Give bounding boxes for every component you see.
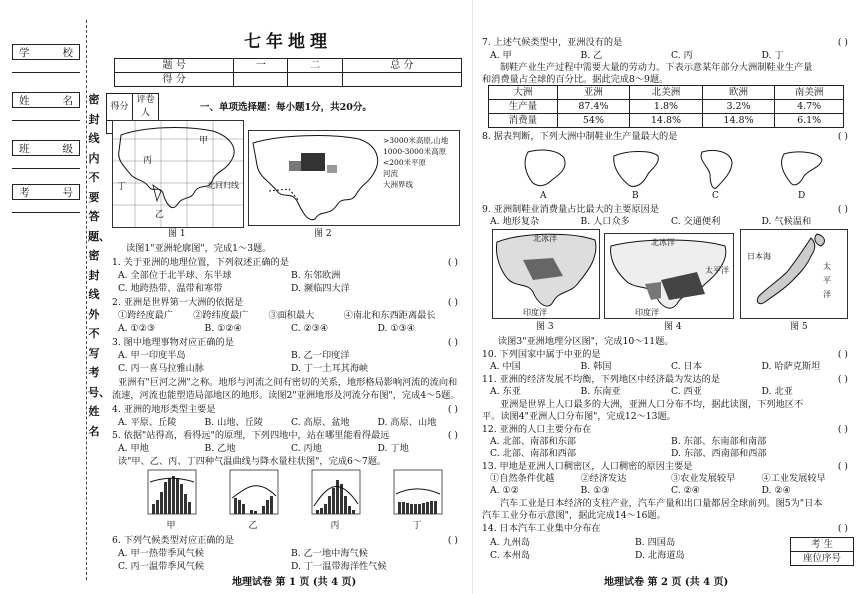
q14-options-2	[490, 549, 780, 562]
class-field[interactable]	[12, 168, 80, 169]
q9-options	[490, 215, 852, 228]
option[interactable]: A. 北部、南部和东部	[490, 436, 576, 447]
continent-d-icon[interactable]	[774, 146, 828, 192]
q13-statements: ①自然条件优越 ②经济发达 ③农业发展较早 ④工业发展较早	[490, 473, 826, 484]
option[interactable]: C. ②④	[671, 485, 701, 496]
option[interactable]: C. 日本	[671, 361, 702, 372]
question-7: 7. 上述气候类型中，亚洲没有的是 ( )	[482, 37, 848, 48]
label-ding: 丁	[117, 182, 127, 192]
label-tropic: 北回归线	[207, 181, 239, 190]
option[interactable]: A. 东亚	[490, 386, 521, 397]
option[interactable]: A. ①②③	[118, 323, 156, 334]
option[interactable]: D. 东部、西南部和西部	[671, 448, 767, 459]
question-12: 12. 亚洲的人口主要分布在 ( )	[482, 424, 848, 435]
figure-4-map: 北冰洋 太平洋 印度洋	[604, 233, 734, 319]
continent-b-label: B	[632, 191, 639, 201]
figure-2-map	[248, 130, 460, 226]
q5-options	[118, 442, 464, 455]
climate-graph-icon	[386, 468, 448, 522]
legend-high-plateau: >3000米高原,山地	[383, 136, 449, 145]
q4-options	[118, 416, 464, 429]
seal-warning: 密封线内不要答题、密封线外不写考号、姓名	[88, 93, 110, 438]
option[interactable]: C. ②③④	[291, 323, 329, 334]
score-header-cell: 总 分	[342, 59, 461, 73]
option[interactable]: D. 丁地	[377, 443, 409, 454]
q3-options	[118, 349, 464, 362]
school-field[interactable]	[12, 72, 80, 73]
q11-options	[490, 385, 852, 398]
option[interactable]: C. 丙一温带季风气候	[118, 561, 205, 572]
climate-chart-jia: 甲	[140, 468, 202, 532]
option[interactable]: B. 人口众多	[580, 216, 630, 227]
reading-prompt-7a: 汽车工业是日本经济的支柱产业，汽车产量和出口量都居全球前列。图5为"日本	[500, 498, 823, 509]
option[interactable]: B. 乙一印度洋	[291, 350, 350, 361]
option[interactable]: B. 乙地	[204, 443, 236, 454]
figure-1-map	[112, 120, 244, 228]
figure-4-caption: 图 4	[664, 322, 682, 332]
label-bing: 丙	[143, 156, 153, 166]
question-1: 1. 关于亚洲的地理位置，下列叙述正确的是 ( )	[112, 257, 458, 268]
question-3: 3. 图中地理事物对应正确的是 ( )	[112, 337, 458, 348]
page-2-footer: 地理试卷 第 2 页 (共 4 页)	[604, 577, 729, 588]
legend-river: 河流	[383, 169, 398, 178]
continent-b-icon[interactable]	[608, 146, 662, 192]
figure-2-caption: 图 2	[314, 229, 332, 239]
q2-options	[118, 322, 464, 335]
climate-chart-ding: 丁	[386, 468, 448, 532]
reading-prompt-2a: 亚洲有"巨河之洲"之称。地形与河流之间有密切的关系，地形格局影响河流的流向和	[118, 377, 458, 388]
japan-map-icon	[741, 230, 848, 319]
option[interactable]: C. 西亚	[671, 386, 702, 397]
page-divider	[472, 0, 473, 594]
answer-blank[interactable]: ( )	[447, 337, 458, 348]
option[interactable]: B. 东部、东南部和南部	[671, 436, 767, 447]
continent-a-icon[interactable]	[518, 146, 572, 192]
q1-options-2	[118, 282, 464, 295]
score-cell[interactable]	[342, 73, 461, 87]
option[interactable]: C. 丙地	[291, 443, 322, 454]
seat-number-box	[790, 537, 854, 566]
option[interactable]: D. 北海道岛	[635, 550, 685, 561]
option[interactable]: A. 中国	[490, 361, 521, 372]
answer-blank[interactable]: ( )	[447, 257, 458, 268]
climate-graph-icon	[304, 468, 366, 522]
climate-chart-yi: 乙	[222, 468, 284, 532]
table-row: 生产量 87.4% 1.8% 3.2% 4.7%	[489, 100, 844, 114]
class-label: 班 级	[12, 140, 80, 156]
option[interactable]: D. ①③④	[377, 323, 416, 334]
q2-statements: ①跨经度最广 ②跨纬度最广 ③面积最大 ④南北和东西距离最长	[118, 310, 436, 321]
climate-graph-icon	[140, 468, 202, 522]
q6-options-2	[118, 560, 464, 573]
answer-blank[interactable]: ( )	[837, 424, 848, 435]
option[interactable]: C. 交通便利	[671, 216, 721, 227]
option[interactable]: B. 乙	[580, 50, 603, 61]
exam-id-label: 考 号	[12, 184, 80, 200]
option[interactable]: D. 气候温和	[761, 216, 812, 227]
answer-blank[interactable]: ( )	[447, 297, 458, 308]
figure-3-map: 北冰洋 印度洋	[492, 229, 600, 319]
score-header-cell: 题 号	[115, 59, 234, 73]
q3-options-2	[118, 362, 464, 375]
page-2	[478, 0, 856, 594]
figure-1-caption: 图 1	[168, 229, 186, 239]
option[interactable]: C. 地跨热带、温带和寒带	[118, 283, 223, 294]
score-header-cell: 一	[234, 59, 288, 73]
question-11: 11. 亚洲的经济发展不均衡，下列地区中经济最为发达的是 ( )	[482, 374, 848, 385]
figure-5-map: 太 平 洋 日本海	[740, 229, 848, 319]
seat-label-2: 座位序号	[791, 552, 854, 566]
reading-prompt-2b: 流速，河流也能塑造局部地区的地形。读图2"亚洲地形及河流分布图"，完成4～5题。	[112, 390, 460, 401]
option[interactable]: B. 山地、丘陵	[204, 417, 264, 428]
q1-options	[118, 269, 464, 282]
q10-options	[490, 360, 852, 373]
answer-blank[interactable]: ( )	[837, 374, 848, 385]
option[interactable]: D. 北亚	[761, 386, 793, 397]
page-title: 七年地理	[244, 32, 332, 52]
option[interactable]: C. 丙一喜马拉雅山脉	[118, 363, 205, 374]
legend-boundary: 大洲界线	[383, 180, 413, 189]
answer-blank[interactable]: ( )	[837, 204, 848, 215]
option[interactable]: A. 平原、丘陵	[118, 417, 177, 428]
answer-blank[interactable]: ( )	[837, 131, 848, 142]
option[interactable]: B. 东南亚	[580, 386, 621, 397]
continent-c-icon[interactable]	[688, 146, 742, 192]
climate-graph-icon	[222, 468, 284, 522]
reading-prompt-4b: 和消费量占全球的百分比。据此完成8～9题。	[482, 74, 669, 85]
question-9: 9. 亚洲制鞋业消费量占比最大的主要原因是 ( )	[482, 204, 848, 215]
name-field[interactable]	[12, 120, 80, 121]
answer-blank[interactable]: ( )	[447, 430, 458, 441]
option[interactable]: D. 丁一温带海洋性气候	[291, 561, 387, 572]
reading-prompt-1: 读图1"亚洲轮廓图"，完成1～3题。	[126, 243, 272, 254]
page-1	[104, 0, 466, 594]
answer-blank[interactable]: ( )	[837, 349, 848, 360]
option[interactable]: D. 高原、山地	[377, 417, 437, 428]
legend-mid-plateau: 1000-3000米高原	[383, 147, 447, 156]
question-14: 14. 日本汽车工业集中分布在 ( )	[482, 523, 848, 534]
grader-name-label: 评卷人	[133, 94, 159, 121]
option[interactable]: B. 东邻欧洲	[291, 270, 341, 281]
school-label: 学 校	[12, 44, 80, 60]
option[interactable]: B. 四国岛	[635, 537, 676, 548]
option[interactable]: D. 丁一土耳其海峡	[291, 363, 369, 374]
exam-id-field[interactable]	[12, 212, 80, 213]
label-jia: 甲	[199, 136, 209, 146]
figure-5-caption: 图 5	[790, 322, 808, 332]
reading-prompt-5: 读图3"亚洲地理分区图"，完成10～11题。	[498, 336, 674, 347]
continent-c-label: C	[712, 191, 719, 201]
binding-strip	[0, 0, 110, 594]
reading-prompt-4a: 制鞋产业生产过程中需要大量的劳动力。下表示意某年部分大洲制鞋业生产量	[500, 62, 813, 73]
continent-d-label: D	[798, 191, 806, 201]
score-cell[interactable]	[288, 73, 342, 87]
score-header-cell: 二	[288, 59, 342, 73]
section-title: 一、单项选择题：每小题1分，共20分。	[200, 102, 372, 113]
answer-blank[interactable]: ( )	[837, 461, 848, 472]
continent-a-label: A	[540, 191, 547, 201]
table-row: 消费量 54% 14.8% 14.8% 6.1%	[489, 114, 844, 128]
answer-blank[interactable]: ( )	[447, 535, 458, 546]
option[interactable]: A. 甲一印度半岛	[118, 350, 186, 361]
option[interactable]: D. 哈萨克斯坦	[761, 361, 821, 372]
q12-options-2	[490, 447, 852, 460]
reading-prompt-6a: 亚洲是世界上人口最多的大洲，亚洲人口分布不均，据此读图，下列地区不	[500, 399, 804, 410]
answer-blank[interactable]: ( )	[447, 404, 458, 415]
option[interactable]: A. 地形复杂	[490, 216, 540, 227]
q6-options	[118, 547, 464, 560]
option[interactable]: C. 本州岛	[490, 550, 531, 561]
option[interactable]: B. 乙一地中海气候	[291, 548, 368, 559]
climate-charts	[140, 468, 450, 532]
question-4: 4. 亚洲的地形类型主要是 ( )	[112, 404, 458, 415]
option[interactable]: C. 北部、南部和西部	[490, 448, 577, 459]
question-5: 5. 依据"站得高，看得远"的原理，下列四地中，站在哪里能看得最远 ( )	[112, 430, 458, 441]
question-8: 8. 据表判断，下列大洲中制鞋业生产量最大的是 ( )	[482, 131, 848, 142]
q13-options	[490, 484, 852, 497]
question-2: 2. 亚洲是世界第一大洲的依据是 ( )	[112, 297, 458, 308]
reading-prompt-6b: 平。读图4"亚洲人口分布图"，完成12～13题。	[482, 411, 676, 422]
label-yi: 乙	[155, 210, 165, 220]
score-cell[interactable]	[234, 73, 288, 87]
answer-blank[interactable]: ( )	[837, 37, 848, 48]
score-table	[114, 58, 462, 87]
question-13: 13. 甲地是亚洲人口稠密区，人口稠密的原因主要是 ( )	[482, 461, 848, 472]
score-row-label: 得 分	[115, 73, 234, 87]
reading-prompt-7b: 汽车工业分布示意图"，据此完成14～16题。	[482, 510, 666, 521]
option[interactable]: B. ①②④	[204, 323, 242, 334]
figure-3-caption: 图 3	[536, 322, 554, 332]
name-label: 姓 名	[12, 92, 80, 108]
option[interactable]: A. 甲	[490, 50, 512, 61]
seat-label-1: 考 生	[791, 538, 854, 552]
climate-chart-bing: 丙	[304, 468, 366, 532]
legend-plain: <200米平原	[383, 158, 427, 167]
option[interactable]: B. ①③	[580, 485, 610, 496]
answer-blank[interactable]: ( )	[837, 523, 848, 534]
q14-options	[490, 536, 780, 549]
option[interactable]: A. 甲地	[118, 443, 149, 454]
shoe-production-table	[488, 85, 844, 128]
reading-prompt-3: 读"甲、乙、丙、丁四种气温曲线与降水量柱状图"，完成6～7题。	[118, 456, 387, 467]
option[interactable]: C. 高原、盆地	[291, 417, 350, 428]
option[interactable]: A. 九州岛	[490, 537, 531, 548]
grader-score-label: 得分	[107, 94, 133, 121]
question-6: 6. 下列气候类型对应正确的是 ( )	[112, 535, 458, 546]
option[interactable]: D. 濒临四大洋	[291, 283, 350, 294]
page-1-footer: 地理试卷 第 1 页 (共 4 页)	[232, 577, 357, 588]
table-header-row: 大洲 亚洲 北美洲 欧洲 南美洲	[489, 86, 844, 100]
option[interactable]: A. 全部位于北半球、东半球	[118, 270, 232, 281]
option[interactable]: D. ②④	[761, 485, 791, 496]
option[interactable]: B. 韩国	[580, 361, 612, 372]
option[interactable]: D. 丁	[761, 50, 784, 61]
option[interactable]: A. ①②	[490, 485, 519, 496]
seal-line	[86, 20, 87, 580]
asia-outline-icon	[113, 121, 244, 228]
question-10: 10. 下列国家中属于中亚的是 ( )	[482, 349, 848, 360]
option[interactable]: A. 甲一热带季风气候	[118, 548, 204, 559]
option[interactable]: C. 丙	[671, 50, 693, 61]
